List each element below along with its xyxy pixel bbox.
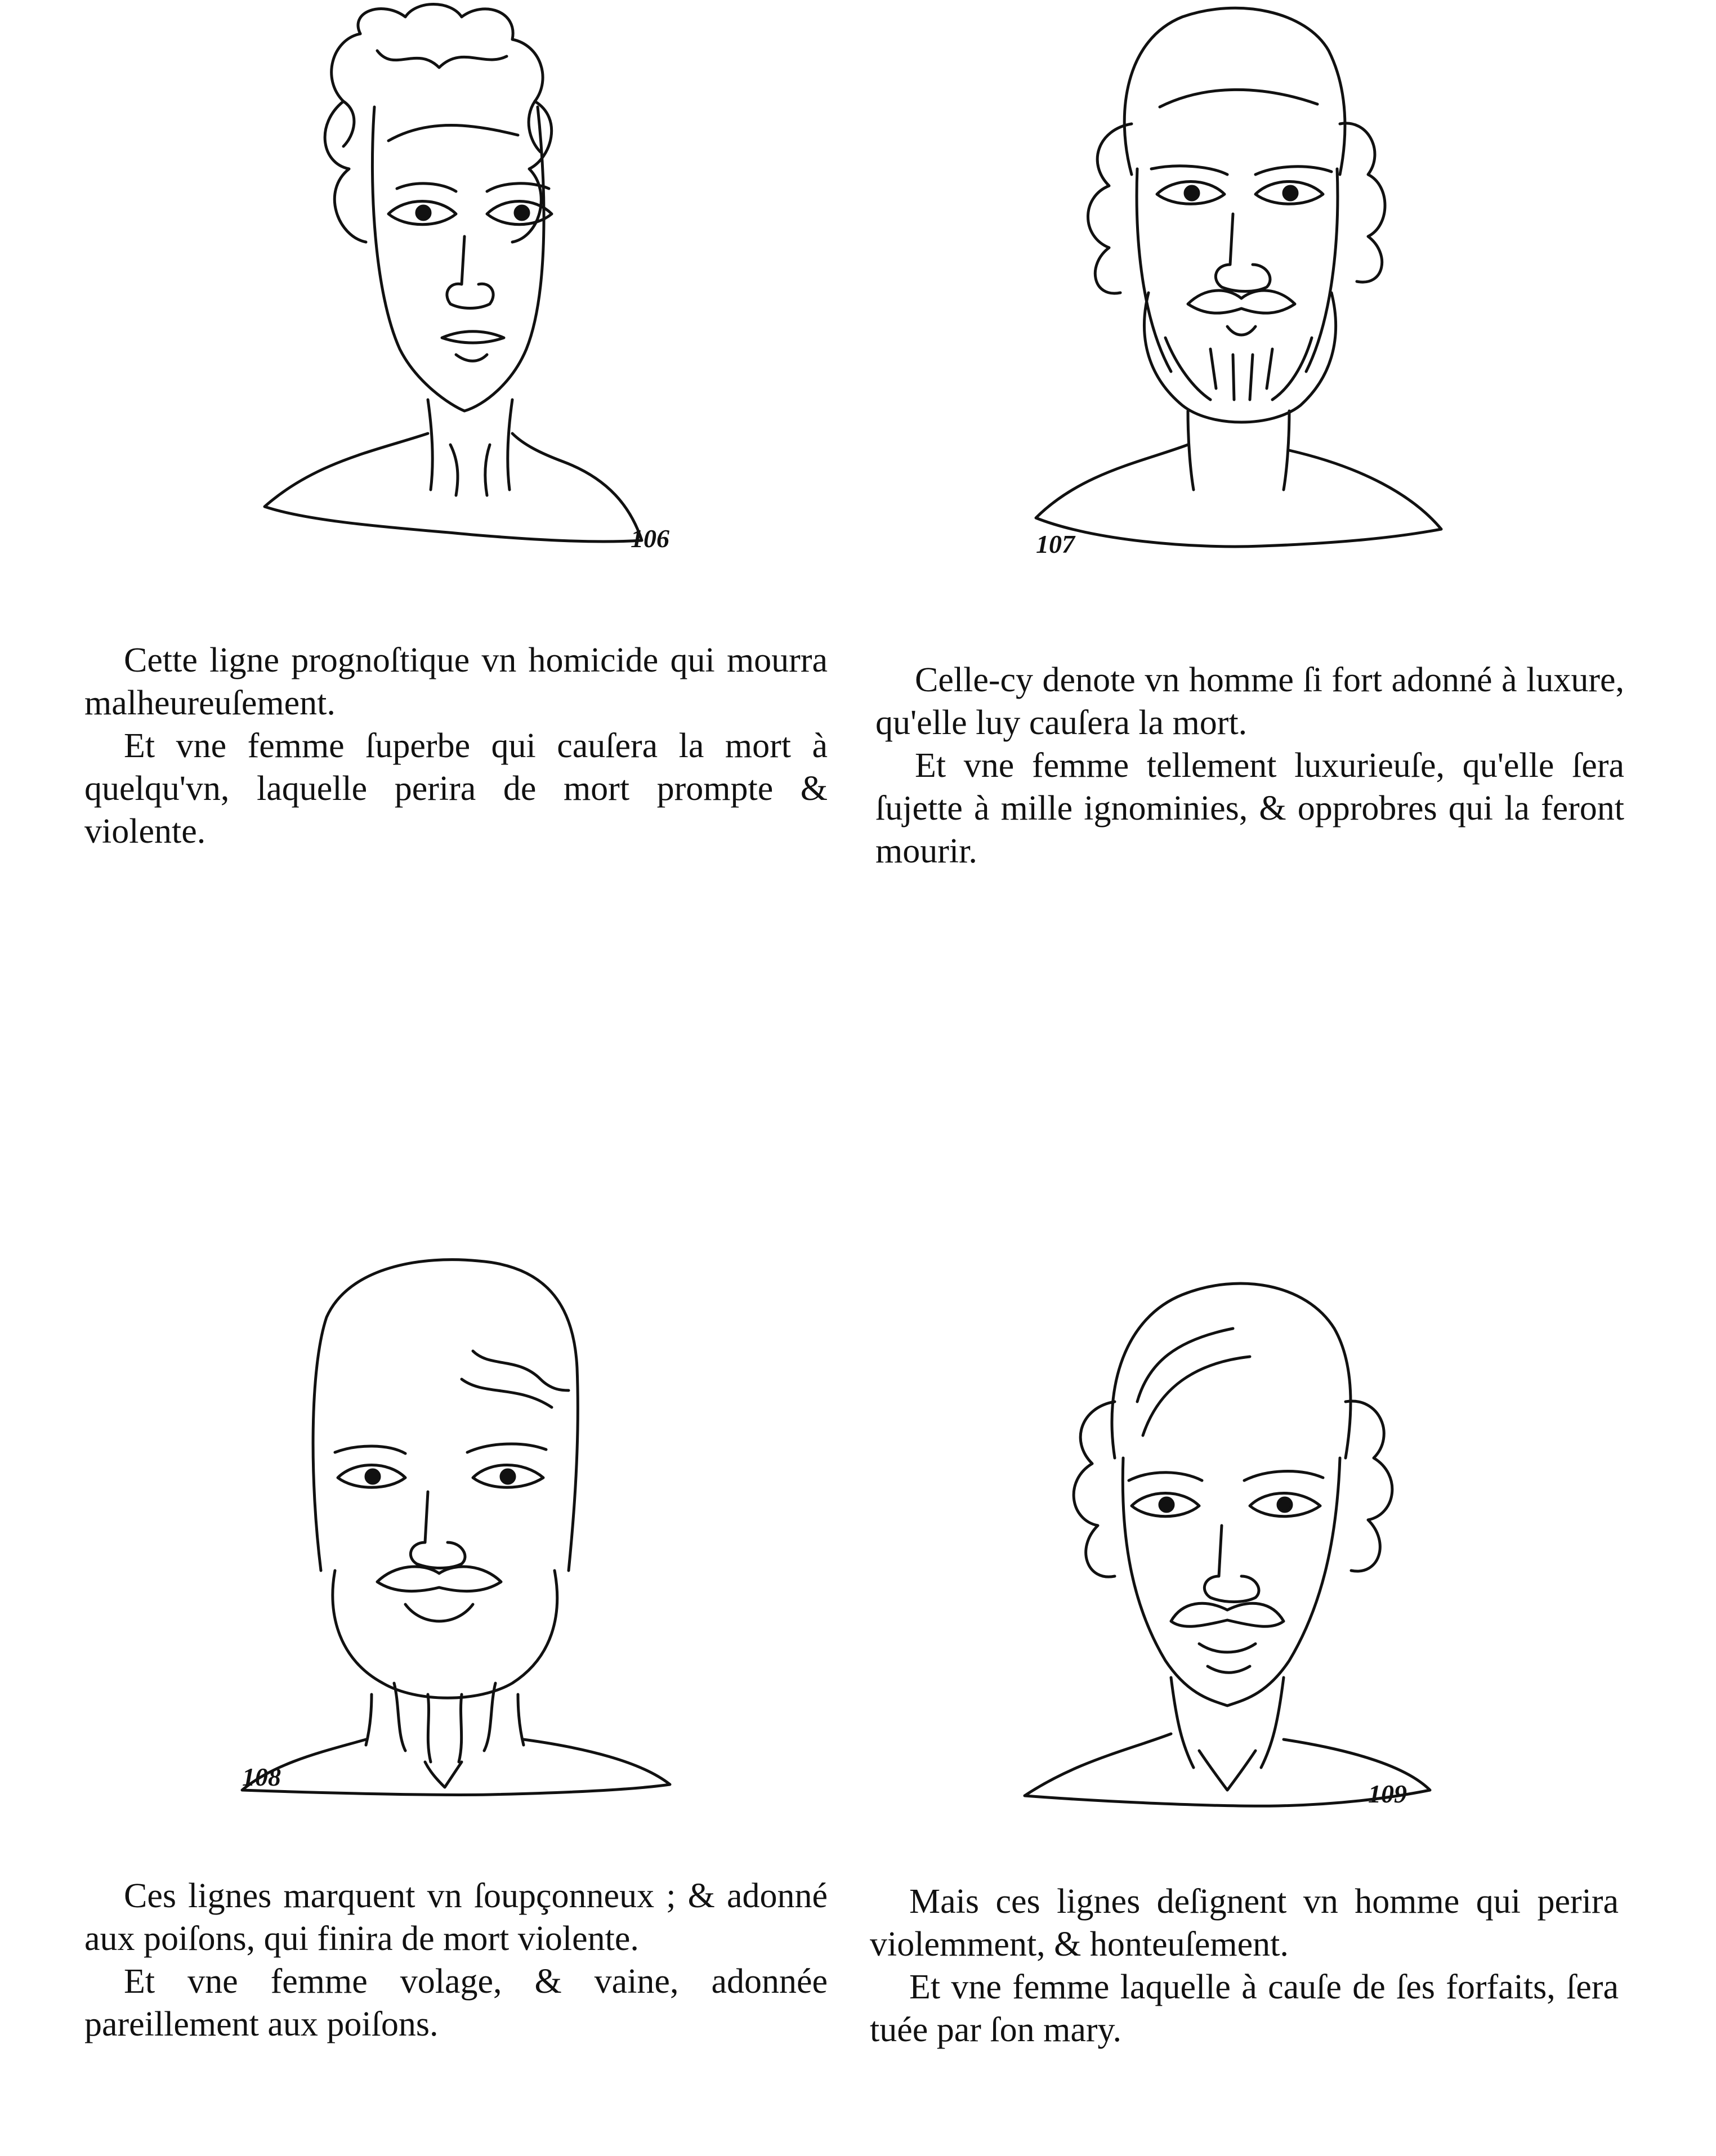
woodcut-face-106 (248, 0, 653, 563)
figure-number-107: 107 (1036, 530, 1075, 558)
caption-106-line-2: Et vne femme ſuperbe qui cauſera la mort à quelqu'vn, laquelle perira de mort prompte & violente. (84, 727, 828, 851)
caption-108-line-1: Ces lignes marquent vn ſoupçonneux ; & adonné aux poiſons, qui finira de mort violente. (84, 1877, 828, 1958)
caption-107-line-2: Et vne femme tellement luxurieuſe, qu'elle ſera ſujette à mille ignominies, & opprobres qui la feront mourir. (875, 746, 1624, 870)
portrait-108 (236, 1255, 676, 1796)
caption-106 (84, 639, 828, 853)
caption-108-line-2: Et vne femme volage, & vaine, adonnée pareillement aux poiſons. (84, 1962, 828, 2043)
caption-109-line-1: Mais ces lignes deſignent vn homme qui perira violemment, & honteuſement. (870, 1882, 1619, 1963)
woodcut-face-109 (1013, 1272, 1441, 1813)
caption-107 (875, 659, 1624, 873)
caption-107-line-1: Celle-cy denote vn homme ſi fort adonné à luxure, qu'elle luy cauſera la mort. (875, 661, 1624, 742)
caption-109 (870, 1880, 1619, 2051)
caption-109-line-2: Et vne femme laquelle à cauſe de ſes forfaits, ſera tuée par ſon mary. (870, 1968, 1619, 2049)
portrait-106 (248, 0, 669, 563)
figure-number-108: 108 (242, 1763, 281, 1791)
portrait-109 (1013, 1272, 1441, 1813)
figure-number-109: 109 (1368, 1779, 1407, 1808)
caption-106-line-1: Cette ligne prognoſtique vn homicide qui mourra malheureuſement. (84, 641, 828, 722)
woodcut-face-108 (236, 1255, 676, 1796)
figure-number-106: 106 (631, 524, 669, 553)
woodcut-face-107 (1025, 0, 1453, 563)
portrait-107 (1025, 0, 1453, 563)
caption-108 (84, 1875, 828, 2046)
